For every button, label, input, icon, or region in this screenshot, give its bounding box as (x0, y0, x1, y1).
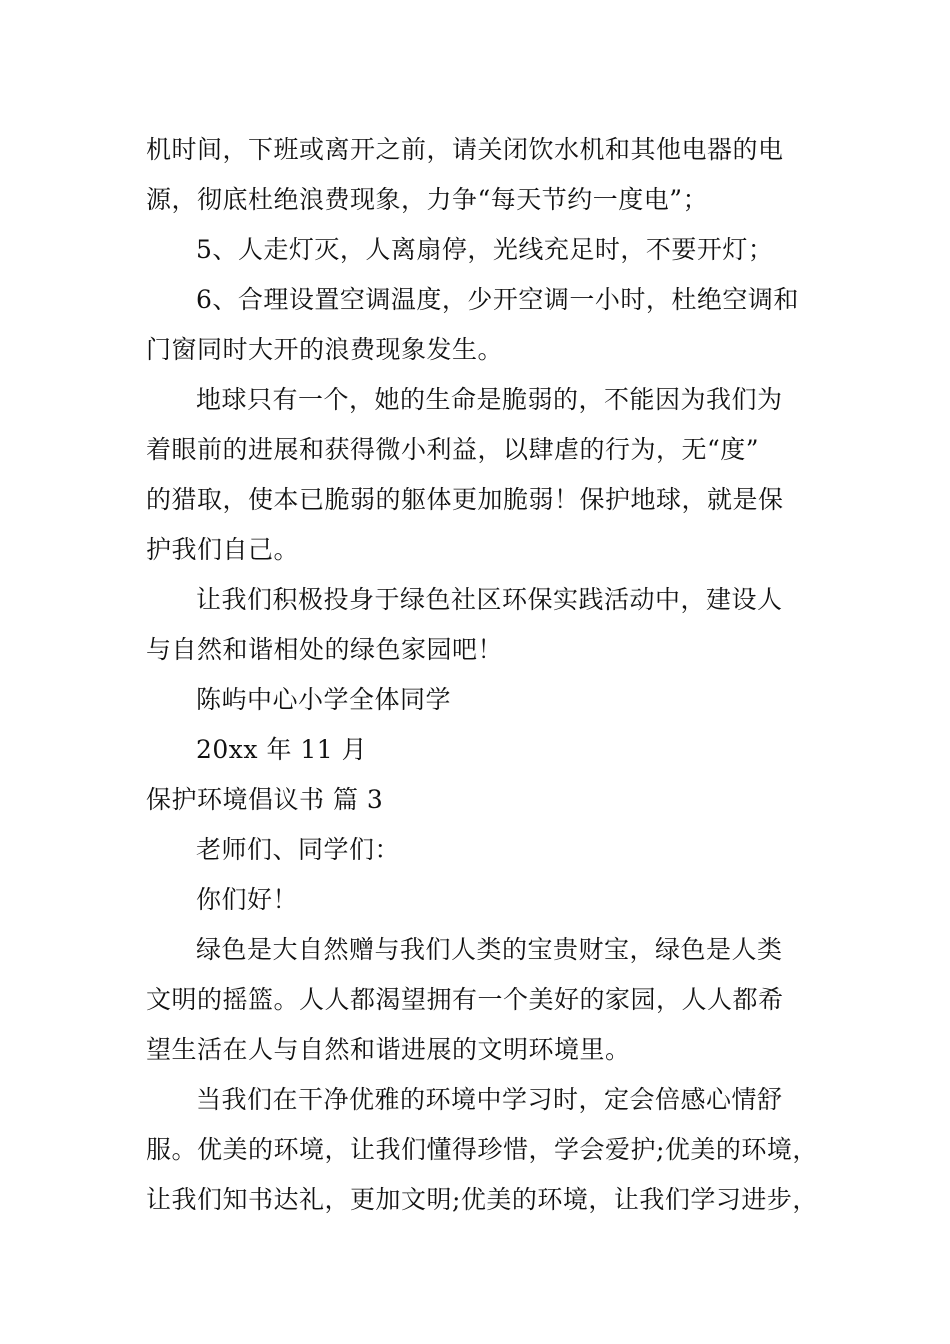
section-heading: 保护环境倡议书 篇 3 (146, 785, 384, 814)
paragraph-line: 望生活在人与自然和谐进展的文明环境里。 (146, 1035, 631, 1064)
paragraph-line: 让我们积极投身于绿色社区环保实践活动中，建设人 (196, 585, 783, 614)
paragraph-line: 服。优美的环境，让我们懂得珍惜，学会爱护;优美的环境， (146, 1135, 818, 1164)
paragraph-line: 当我们在干净优雅的环境中学习时，定会倍感心情舒 (196, 1085, 783, 1114)
list-item-5: 5、人走灯灭，人离扇停，光线充足时，不要开灯； (196, 235, 774, 264)
date-line: 20xx 年 11 月 (196, 735, 368, 764)
paragraph-line: 与自然和谐相处的绿色家园吧！ (146, 635, 504, 664)
paragraph-line: 绿色是大自然赠与我们人类的宝贵财宝，绿色是人类 (196, 935, 783, 964)
paragraph-line: 让我们知书达礼，更加文明;优美的环境，让我们学习进步， (146, 1185, 818, 1214)
list-item-6: 6、合理设置空调温度，少开空调一小时，杜绝空调和 (196, 285, 799, 314)
greeting: 你们好！ (196, 885, 299, 914)
paragraph-line: 地球只有一个，她的生命是脆弱的，不能因为我们为 (196, 385, 783, 414)
paragraph-line: 着眼前的进展和获得微小利益，以肆虐的行为，无“度” (146, 435, 760, 464)
paragraph-line: 文明的摇篮。人人都渴望拥有一个美好的家园，人人都希 (146, 985, 784, 1014)
paragraph-line: 护我们自己。 (146, 535, 300, 564)
paragraph-line: 的猎取，使本已脆弱的躯体更加脆弱！保护地球，就是保 (146, 485, 784, 514)
paragraph-line: 机时间，下班或离开之前，请关闭饮水机和其他电器的电 (146, 135, 784, 164)
salutation: 老师们、同学们： (196, 835, 401, 864)
signature: 陈屿中心小学全体同学 (196, 685, 452, 714)
paragraph-line: 门窗同时大开的浪费现象发生。 (146, 335, 504, 364)
paragraph-line: 源，彻底杜绝浪费现象，力争“每天节约一度电”； (146, 185, 709, 214)
